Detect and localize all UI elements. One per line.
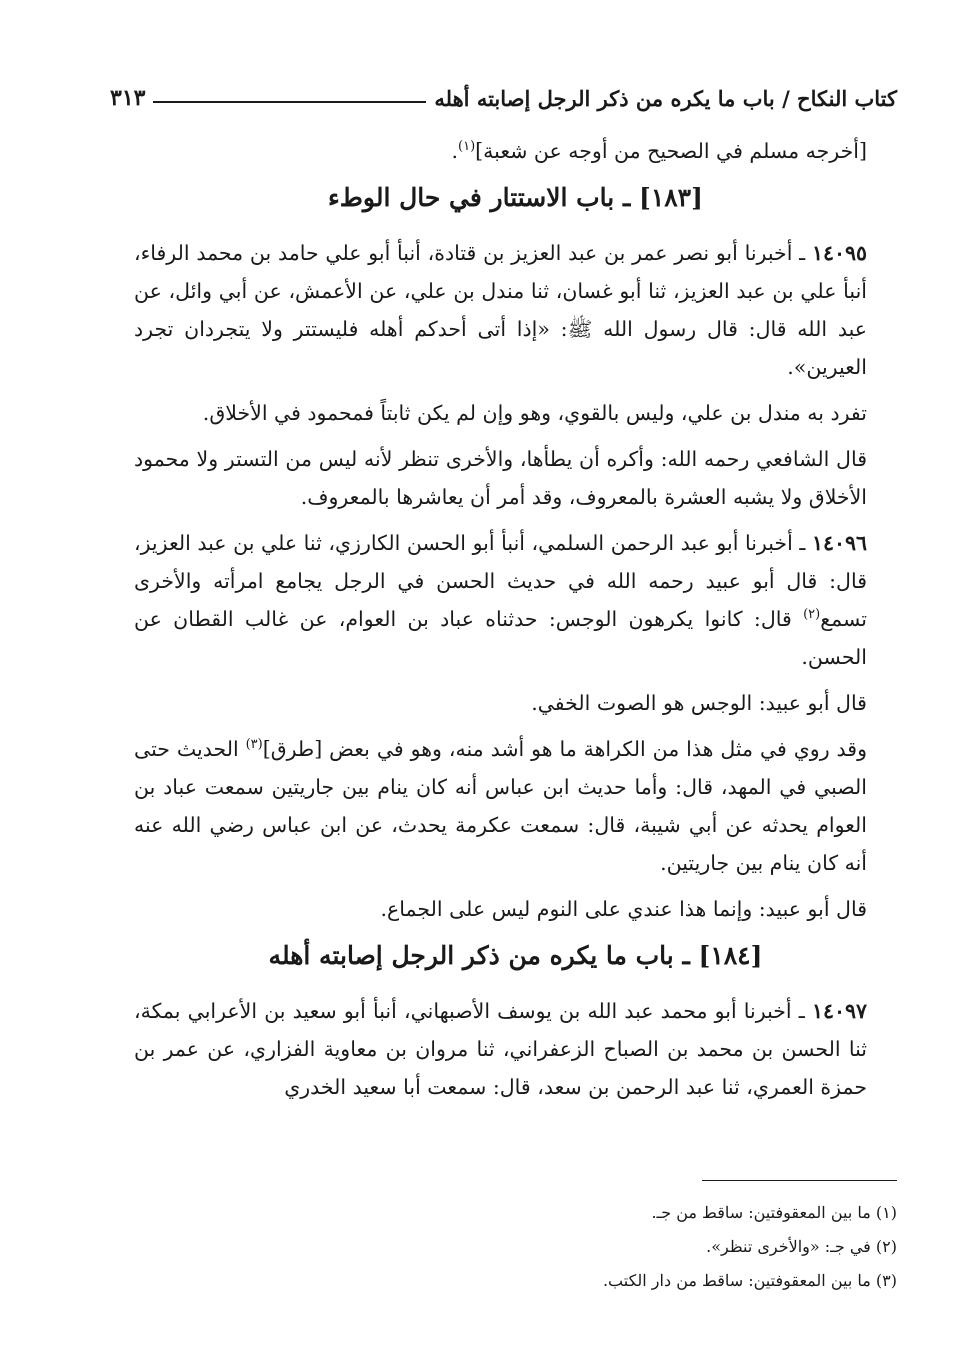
footnote-ref-2: (٢) [803, 607, 821, 623]
paragraph-abu-ubaid-2: قال أبو عبيد: وإنما هذا عندي على النوم ليس على الجماع. [380, 897, 867, 921]
footnote-ref-3: (٣) [245, 737, 263, 753]
footnote-separator [702, 1180, 897, 1181]
hadith-14096 [134, 524, 897, 676]
chapter-heading-184: [١٨٤] ـ باب ما يكره من ذكر الرجل إصابته أهله [268, 941, 763, 970]
paragraph-tafarrud: تفرد به مندل بن علي، وليس بالقوي، وهو وإن لم يكن ثابتاً فمحمود في الأخلاق. [202, 401, 867, 425]
page-number: ٣١٣ [110, 85, 146, 111]
hadith-14097 [134, 992, 897, 1106]
hadith-text: قال: كانوا يكرهون الوجس: حدثناه عباد بن العوام، عن غالب القطان عن الحسن. [134, 607, 867, 669]
chapter-heading-183: [١٨٣] ـ باب الاستتار في حال الوطء [328, 183, 703, 212]
hadith-14095 [134, 234, 897, 386]
header-rule [153, 101, 426, 103]
text: [أخرجه مسلم في الصحيح من أوجه عن شعبة] [475, 139, 867, 163]
hadith-number: ١٤٠٩٧ [811, 999, 867, 1023]
footnote-3: (٣) ما بين المعقوفتين: ساقط من دار الكتب. [602, 1271, 897, 1290]
text: . [451, 139, 459, 163]
text: الحديث حتى الصبي في المهد، قال: وأما حديث ابن عباس أنه كان ينام بين جاريتين سمعت عباد بن العوام يحدثه عن أبي شيبة، قال: سمعت عكرمة يحدث، عن ابن عباس رضي الله عنه أنه كان ينام بين جاريتين. [134, 737, 867, 875]
footnote-2: (٢) في جـ: «والأخرى تنظر». [706, 1237, 897, 1256]
footnote-1: (١) ما بين المعقوفتين: ساقط من جـ. [651, 1203, 897, 1222]
footnote-ref-1: (١) [458, 139, 476, 155]
running-header [110, 78, 897, 118]
text: وقد روي في مثل هذا من الكراهة ما هو أشد منه، وهو في بعض [طرق] [262, 737, 867, 761]
page-body [134, 132, 897, 1114]
footnotes [300, 1196, 897, 1298]
hadith-number: ١٤٠٩٥ [811, 241, 867, 265]
hadith-number: ١٤٠٩٦ [811, 531, 867, 555]
paragraph-takhrij [134, 132, 897, 170]
hadith-text: ـ أخبرنا أبو نصر عمر بن عبد العزيز بن قتادة، أنبأ أبو علي حامد بن محمد الرفاء، أنبأ علي بن عبد العزيز، ثنا أبو غسان، ثنا مندل بن علي، عن الأعمش، عن أبي وائل، عن عبد الله قال: قال رسول الله ﷺ: «إذا أتى أحدكم أهله فليستتر ولا يتجردان تجرد العيرين». [134, 241, 867, 379]
paragraph-shafii: قال الشافعي رحمه الله: وأكره أن يطأها، والأخرى تنظر لأنه ليس من التستر ولا محمود الأخلاق ولا يشبه العشرة بالمعروف، وقد أمر أن يعاشرها بالمعروف. [134, 447, 867, 509]
header-title: كتاب النكاح / باب ما يكره من ذكر الرجل إصابته أهله [434, 85, 897, 111]
hadith-text: ـ أخبرنا أبو عبد الرحمن السلمي، أنبأ أبو الحسن الكارزي، ثنا علي بن عبد العزيز، قال: قال أبو عبيد رحمه الله في حديث الحسن في الرجل يجامع امرأته والأخرى تسمع [134, 531, 867, 631]
hadith-text: ـ أخبرنا أبو محمد عبد الله بن يوسف الأصبهاني، أنبأ أبو سعيد بن الأعرابي بمكة، ثنا الحسن بن محمد بن الصباح الزعفراني، ثنا مروان بن معاوية الفزاري، عن عمر بن حمزة العمري، ثنا عبد الرحمن بن سعد، قال: سمعت أبا سعيد الخدري [134, 999, 867, 1099]
paragraph-ruwiya [134, 730, 897, 882]
paragraph-abu-ubaid-1: قال أبو عبيد: الوجس هو الصوت الخفي. [531, 691, 867, 715]
